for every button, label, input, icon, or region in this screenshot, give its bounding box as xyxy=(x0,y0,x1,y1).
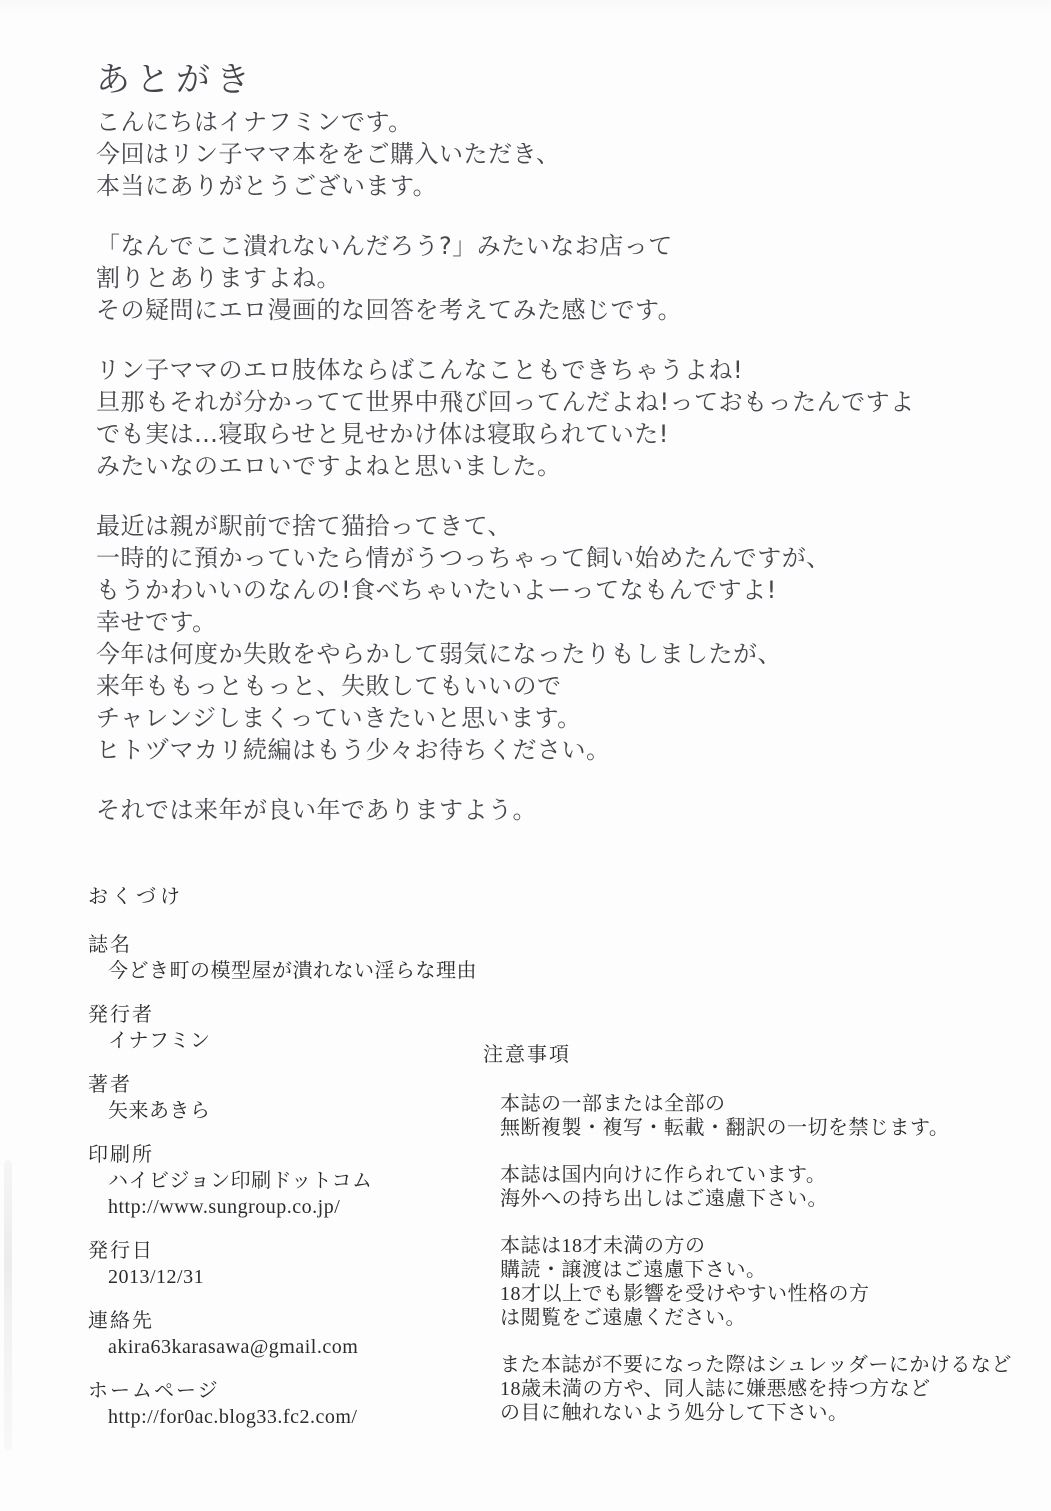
colophon-label: 連絡先 xyxy=(88,1310,154,1332)
handwritten-line: それでは来年が良い年でありますよう。 xyxy=(96,796,537,824)
afterword-title: あとがき xyxy=(96,60,256,100)
notice-line: また本誌が不要になった際はシュレッダーにかけるなど xyxy=(500,1354,1012,1376)
notice-line: の目に触れないよう処分して下さい。 xyxy=(500,1402,849,1424)
colophon-entry-author xyxy=(88,1072,468,1124)
colophon-value: akira63karasawa@gmail.com xyxy=(108,1336,359,1358)
colophon-value: イナフミン xyxy=(108,1030,211,1052)
afterword-paragraph-personal xyxy=(96,510,996,766)
afterword-paragraph-closing xyxy=(96,794,996,826)
scan-shading xyxy=(0,0,1051,14)
handwritten-line: 最近は親が駅前で捨て猫拾ってきて、 xyxy=(96,512,513,540)
notice-section xyxy=(483,1042,1028,1448)
colophon-values xyxy=(88,1404,468,1430)
colophon-values xyxy=(88,1028,468,1054)
colophon-entry-publisher xyxy=(88,1002,468,1054)
colophon-value: http://www.sungroup.co.jp/ xyxy=(108,1196,341,1218)
colophon-label: 誌名 xyxy=(88,934,132,956)
colophon-value: http://for0ac.blog33.fc2.com/ xyxy=(108,1406,358,1428)
handwritten-line: 一時的に預かっていたら情がうつっちゃって飼い始めたんですが、 xyxy=(96,544,831,572)
notice-line: 購読・譲渡はご遠慮下さい。 xyxy=(500,1259,767,1281)
colophon-values xyxy=(88,958,477,984)
handwritten-line: こんにちはイナフミンです。 xyxy=(96,108,413,136)
notice-paragraph-domestic xyxy=(500,1163,1028,1211)
colophon-values xyxy=(88,1098,468,1124)
notice-line: 本誌は18才未満の方の xyxy=(500,1235,706,1257)
handwritten-line: チャレンジしまくっていきたいと思います。 xyxy=(96,704,582,732)
colophon-value: 今どき町の模型屋が潰れない淫らな理由 xyxy=(108,960,477,982)
notice-title: 注意事項 xyxy=(483,1044,571,1066)
colophon-title: おくづけ xyxy=(88,886,184,908)
colophon-value: ハイビジョン印刷ドットコム xyxy=(108,1170,373,1192)
handwritten-line: 幸せです。 xyxy=(96,608,217,636)
handwritten-line: ヒトヅマカリ続編はもう少々お待ちください。 xyxy=(96,736,611,764)
colophon-entry-contact xyxy=(88,1308,468,1360)
afterword-paragraph-story xyxy=(96,354,996,482)
notice-paragraph-disposal xyxy=(500,1353,1028,1425)
scan-edge-artifact xyxy=(4,1160,12,1450)
handwritten-line: 来年ももっともっと、失敗してもいいので xyxy=(96,672,562,700)
notice-paragraph-age-restriction xyxy=(500,1234,1028,1330)
afterword-paragraph-concept xyxy=(96,230,996,326)
colophon-values xyxy=(88,1264,468,1290)
afterword-section xyxy=(96,60,996,854)
colophon-values xyxy=(88,1334,468,1360)
notice-line: は閲覧をご遠慮ください。 xyxy=(500,1307,746,1329)
handwritten-line: もうかわいいのなんの!食べちゃいたいよーってなもんですよ! xyxy=(96,576,777,604)
handwritten-line: 旦那もそれが分かってて世界中飛び回ってんだよね!っておもったんですよ xyxy=(96,388,915,416)
colophon-entry-printer xyxy=(88,1142,468,1220)
afterword-paragraph-greeting xyxy=(96,106,996,202)
colophon-entry-publication-date xyxy=(88,1238,468,1290)
handwritten-line: 今年は何度か失敗をやらかして弱気になったりもしましたが、 xyxy=(96,640,782,668)
handwritten-line: 割りとありますよね。 xyxy=(96,264,341,292)
notice-line: 18才以上でも影響を受けやすい性格の方 xyxy=(500,1283,870,1305)
colophon-section xyxy=(88,884,477,1448)
colophon-label: 印刷所 xyxy=(88,1144,154,1166)
handwritten-line: リン子ママのエロ肢体ならばこんなこともできちゃうよね! xyxy=(96,356,744,384)
notice-line: 海外への持ち出しはご遠慮下さい。 xyxy=(500,1188,828,1210)
notice-line: 無断複製・複写・転載・翻訳の一切を禁じます。 xyxy=(500,1117,950,1139)
colophon-values xyxy=(88,1168,468,1220)
handwritten-line: その疑問にエロ漫画的な回答を考えてみた感じです。 xyxy=(96,296,683,324)
colophon-entry-homepage xyxy=(88,1378,468,1430)
colophon-label: 発行者 xyxy=(88,1004,154,1026)
notice-line: 本誌の一部または全部の xyxy=(500,1093,726,1115)
notice-line: 本誌は国内向けに作られています。 xyxy=(500,1164,827,1186)
colophon-value: 矢来あきら xyxy=(108,1100,211,1122)
colophon-label: 発行日 xyxy=(88,1240,154,1262)
handwritten-line: 本当にありがとうございます。 xyxy=(96,172,438,200)
handwritten-line: 「なんでここ潰れないんだろう?」みたいなお店って xyxy=(96,232,673,260)
handwritten-line: 今回はリン子ママ本ををご購入いただき、 xyxy=(96,140,561,168)
colophon-label: ホームページ xyxy=(88,1380,220,1402)
handwritten-line: みたいなのエロいですよねと思いました。 xyxy=(96,452,562,480)
notice-line: 18歳未満の方や、同人誌に嫌悪感を持つ方など xyxy=(500,1378,931,1400)
handwritten-line: でも実は…寝取らせと見せかけ体は寝取られていた! xyxy=(96,420,669,448)
notice-paragraph-copyright xyxy=(500,1092,1028,1140)
colophon-entry-magazine-title xyxy=(88,932,477,984)
colophon-value: 2013/12/31 xyxy=(108,1266,205,1288)
colophon-label: 著者 xyxy=(88,1074,132,1096)
